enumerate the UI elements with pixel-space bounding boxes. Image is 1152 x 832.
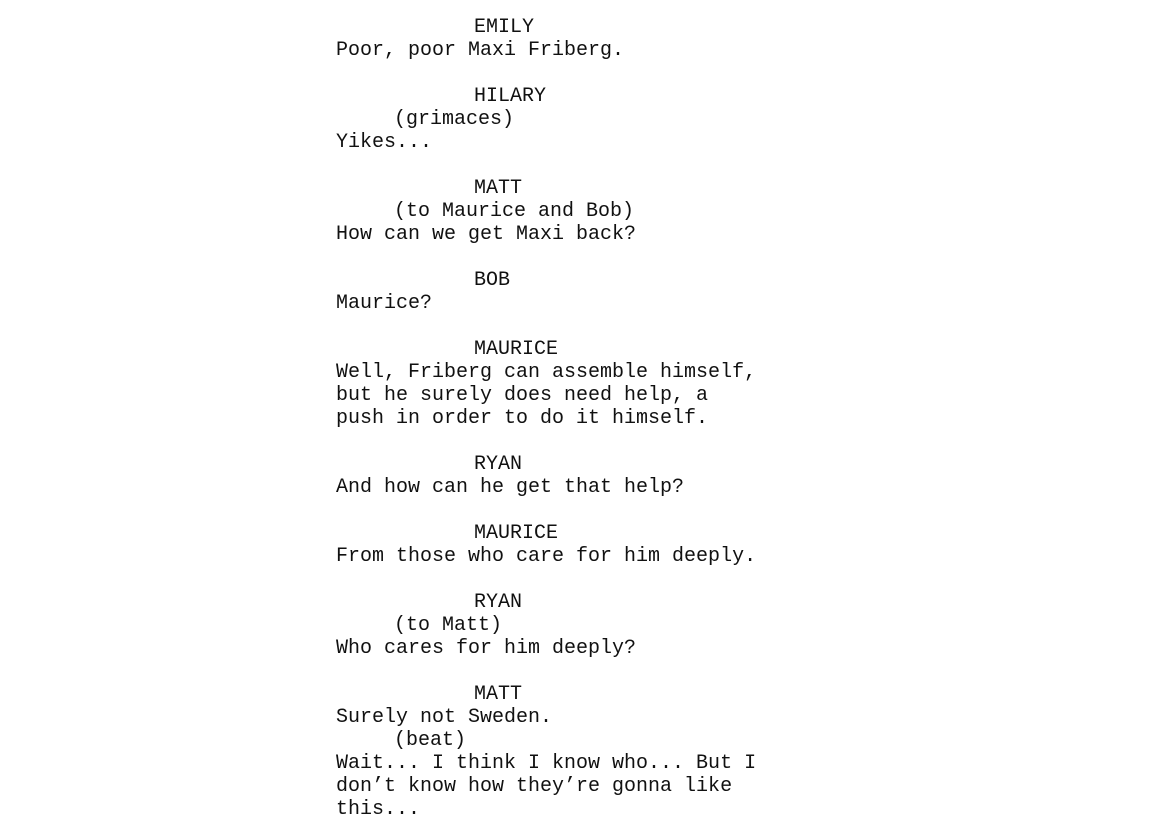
dialogue-block-bob bbox=[336, 269, 856, 315]
character-name: EMILY bbox=[474, 16, 535, 39]
dialogue-block-matt-1 bbox=[336, 177, 856, 246]
dialogue-block-maurice-1 bbox=[336, 338, 856, 430]
dialogue-line: Who cares for him deeply? bbox=[336, 637, 637, 660]
dialogue-block-emily bbox=[336, 16, 856, 62]
character-name: MATT bbox=[474, 177, 523, 200]
dialogue-line: From those who care for him deeply. bbox=[336, 545, 757, 568]
screenplay-dialogue bbox=[336, 16, 856, 821]
character-name: MAURICE bbox=[474, 522, 559, 545]
dialogue-line: And how can he get that help? bbox=[336, 476, 685, 499]
dialogue-block-matt-2 bbox=[336, 683, 856, 821]
character-name: BOB bbox=[474, 269, 511, 292]
dialogue-block-hilary bbox=[336, 85, 856, 154]
parenthetical: (grimaces) bbox=[394, 108, 515, 131]
parenthetical: (to Matt) bbox=[394, 614, 503, 637]
dialogue-line: How can we get Maxi back? bbox=[336, 223, 637, 246]
dialogue-line: this... bbox=[336, 798, 421, 821]
character-name: HILARY bbox=[474, 85, 547, 108]
character-name: MAURICE bbox=[474, 338, 559, 361]
dialogue-line: Wait... I think I know who... But I bbox=[336, 752, 757, 775]
dialogue-line: Well, Friberg can assemble himself, bbox=[336, 361, 757, 384]
dialogue-line: Surely not Sweden. bbox=[336, 706, 553, 729]
dialogue-line: don’t know how they’re gonna like bbox=[336, 775, 733, 798]
dialogue-block-maurice-2 bbox=[336, 522, 856, 568]
dialogue-line: Maurice? bbox=[336, 292, 433, 315]
dialogue-block-ryan-2 bbox=[336, 591, 856, 660]
dialogue-line: push in order to do it himself. bbox=[336, 407, 709, 430]
parenthetical: (to Maurice and Bob) bbox=[394, 200, 635, 223]
character-name: RYAN bbox=[474, 591, 523, 614]
parenthetical: (beat) bbox=[394, 729, 467, 752]
dialogue-line: Yikes... bbox=[336, 131, 433, 154]
character-name: RYAN bbox=[474, 453, 523, 476]
character-name: MATT bbox=[474, 683, 523, 706]
dialogue-line: Poor, poor Maxi Friberg. bbox=[336, 39, 625, 62]
dialogue-block-ryan-1 bbox=[336, 453, 856, 499]
dialogue-line: but he surely does need help, a bbox=[336, 384, 709, 407]
